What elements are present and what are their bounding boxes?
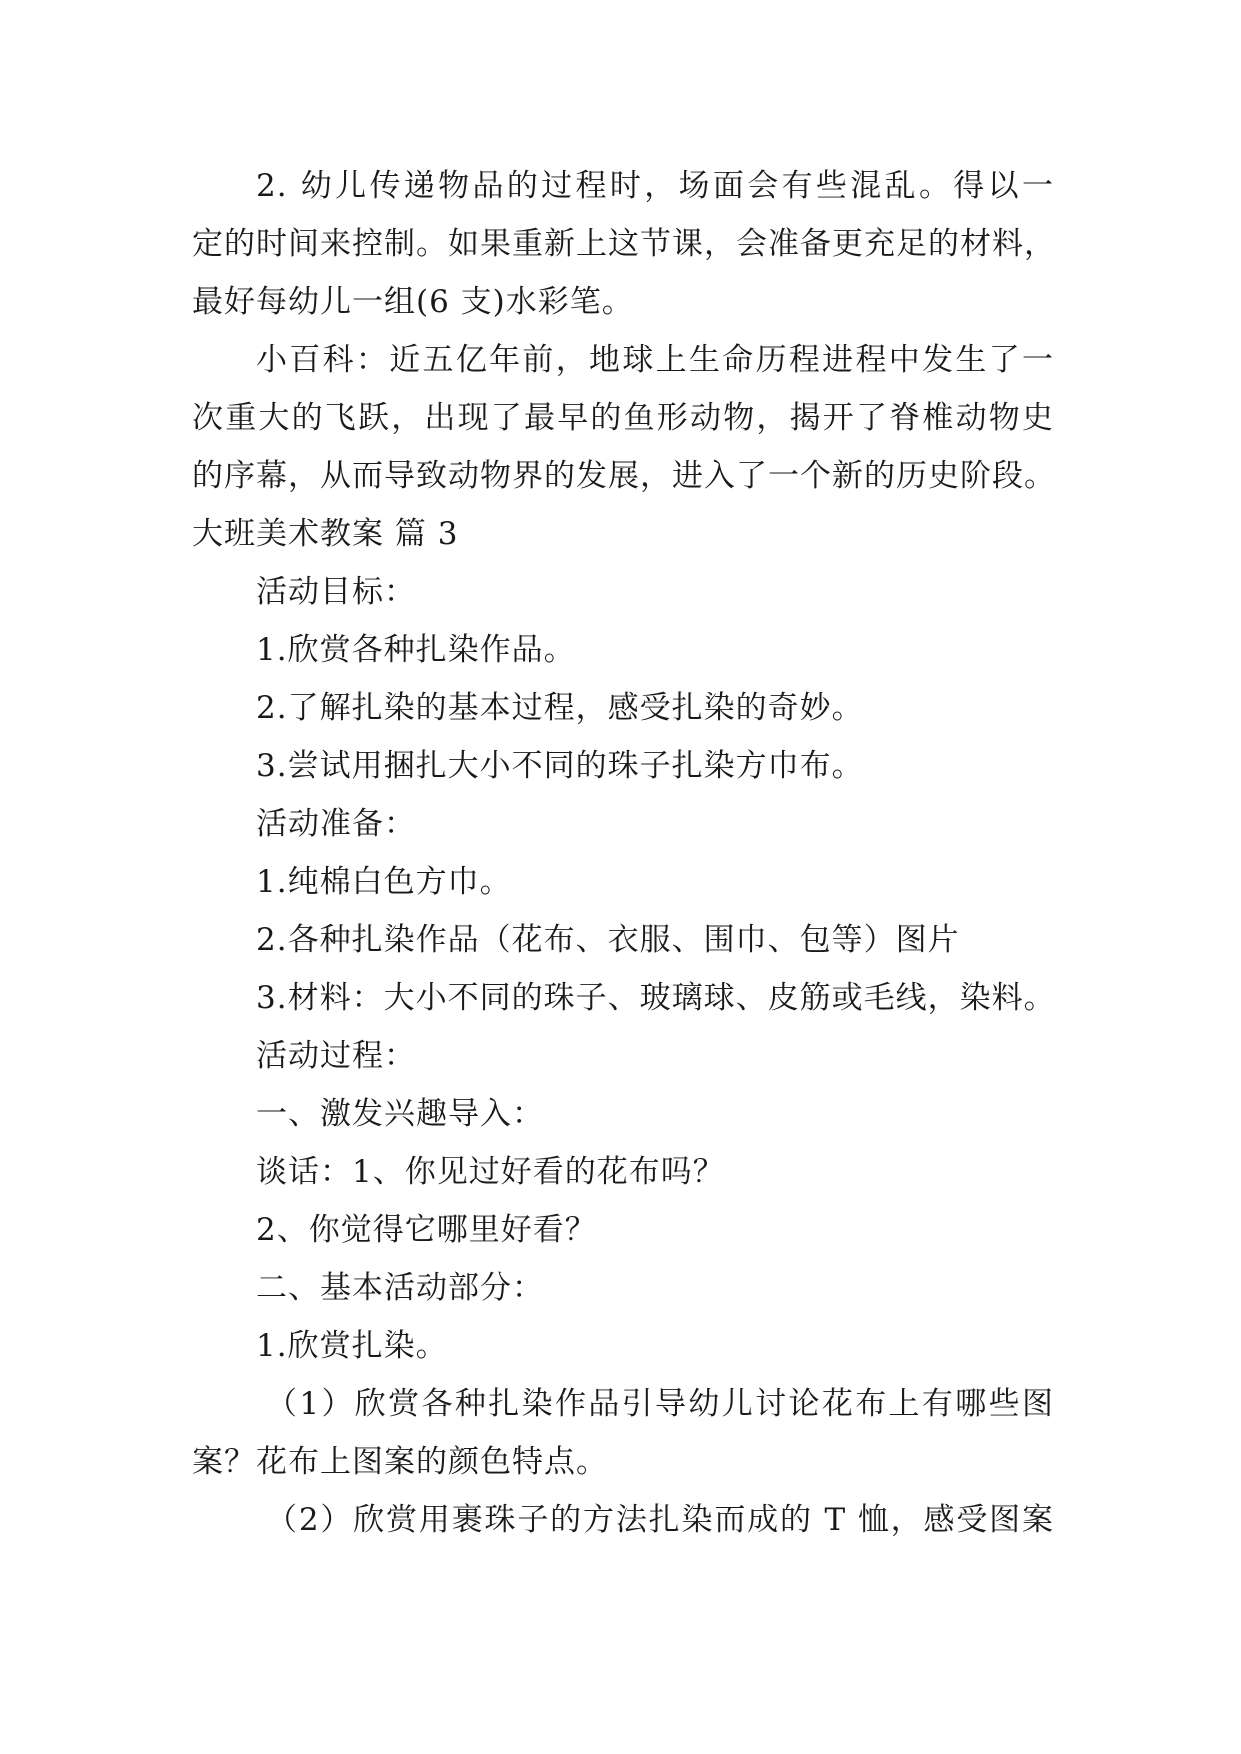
paragraph-line: 次重大的飞跃，出现了最早的鱼形动物，揭开了脊椎动物史 [192, 400, 1054, 436]
list-item: 3.材料：大小不同的珠子、玻璃球、皮筋或毛线，染料。 [256, 980, 1056, 1016]
section-heading: 大班美术教案 篇 3 [192, 516, 459, 552]
list-item: 2.各种扎染作品（花布、衣服、围巾、包等）图片 [256, 922, 960, 958]
list-item: 1.纯棉白色方巾。 [256, 864, 512, 900]
list-item: 1.欣赏扎染。 [256, 1328, 448, 1364]
paragraph-line: 小百科：近五亿年前，地球上生命历程进程中发生了一 [256, 342, 1054, 378]
paragraph-line: 案？花布上图案的颜色特点。 [192, 1444, 608, 1480]
list-item: 2.了解扎染的基本过程，感受扎染的奇妙。 [256, 690, 864, 726]
paragraph-line: 二、基本活动部分： [256, 1270, 544, 1306]
subheading: 活动过程： [256, 1038, 416, 1074]
subheading: 活动准备： [256, 806, 416, 842]
paragraph-line: 定的时间来控制。如果重新上这节课，会准备更充足的材料， [192, 226, 1056, 262]
list-item: 3.尝试用捆扎大小不同的珠子扎染方巾布。 [256, 748, 864, 784]
paragraph-line: 最好每幼儿一组(6 支)水彩笔。 [192, 284, 634, 320]
list-item: 1.欣赏各种扎染作品。 [256, 632, 576, 668]
paragraph-line: 的序幕，从而导致动物界的发展，进入了一个新的历史阶段。 [192, 458, 1056, 494]
subheading: 活动目标： [256, 574, 416, 610]
paragraph-line: 2. 幼儿传递物品的过程时，场面会有些混乱。得以一 [256, 168, 1054, 204]
paragraph-line: 谈话：1、你见过好看的花布吗？ [256, 1154, 725, 1190]
paragraph-line: （2）欣赏用裹珠子的方法扎染而成的 T 恤，感受图案 [266, 1502, 1054, 1538]
paragraph-line: 一、激发兴趣导入： [256, 1096, 544, 1132]
paragraph-line: （1）欣赏各种扎染作品引导幼儿讨论花布上有哪些图 [266, 1386, 1054, 1422]
paragraph-line: 2、你觉得它哪里好看？ [256, 1212, 597, 1248]
